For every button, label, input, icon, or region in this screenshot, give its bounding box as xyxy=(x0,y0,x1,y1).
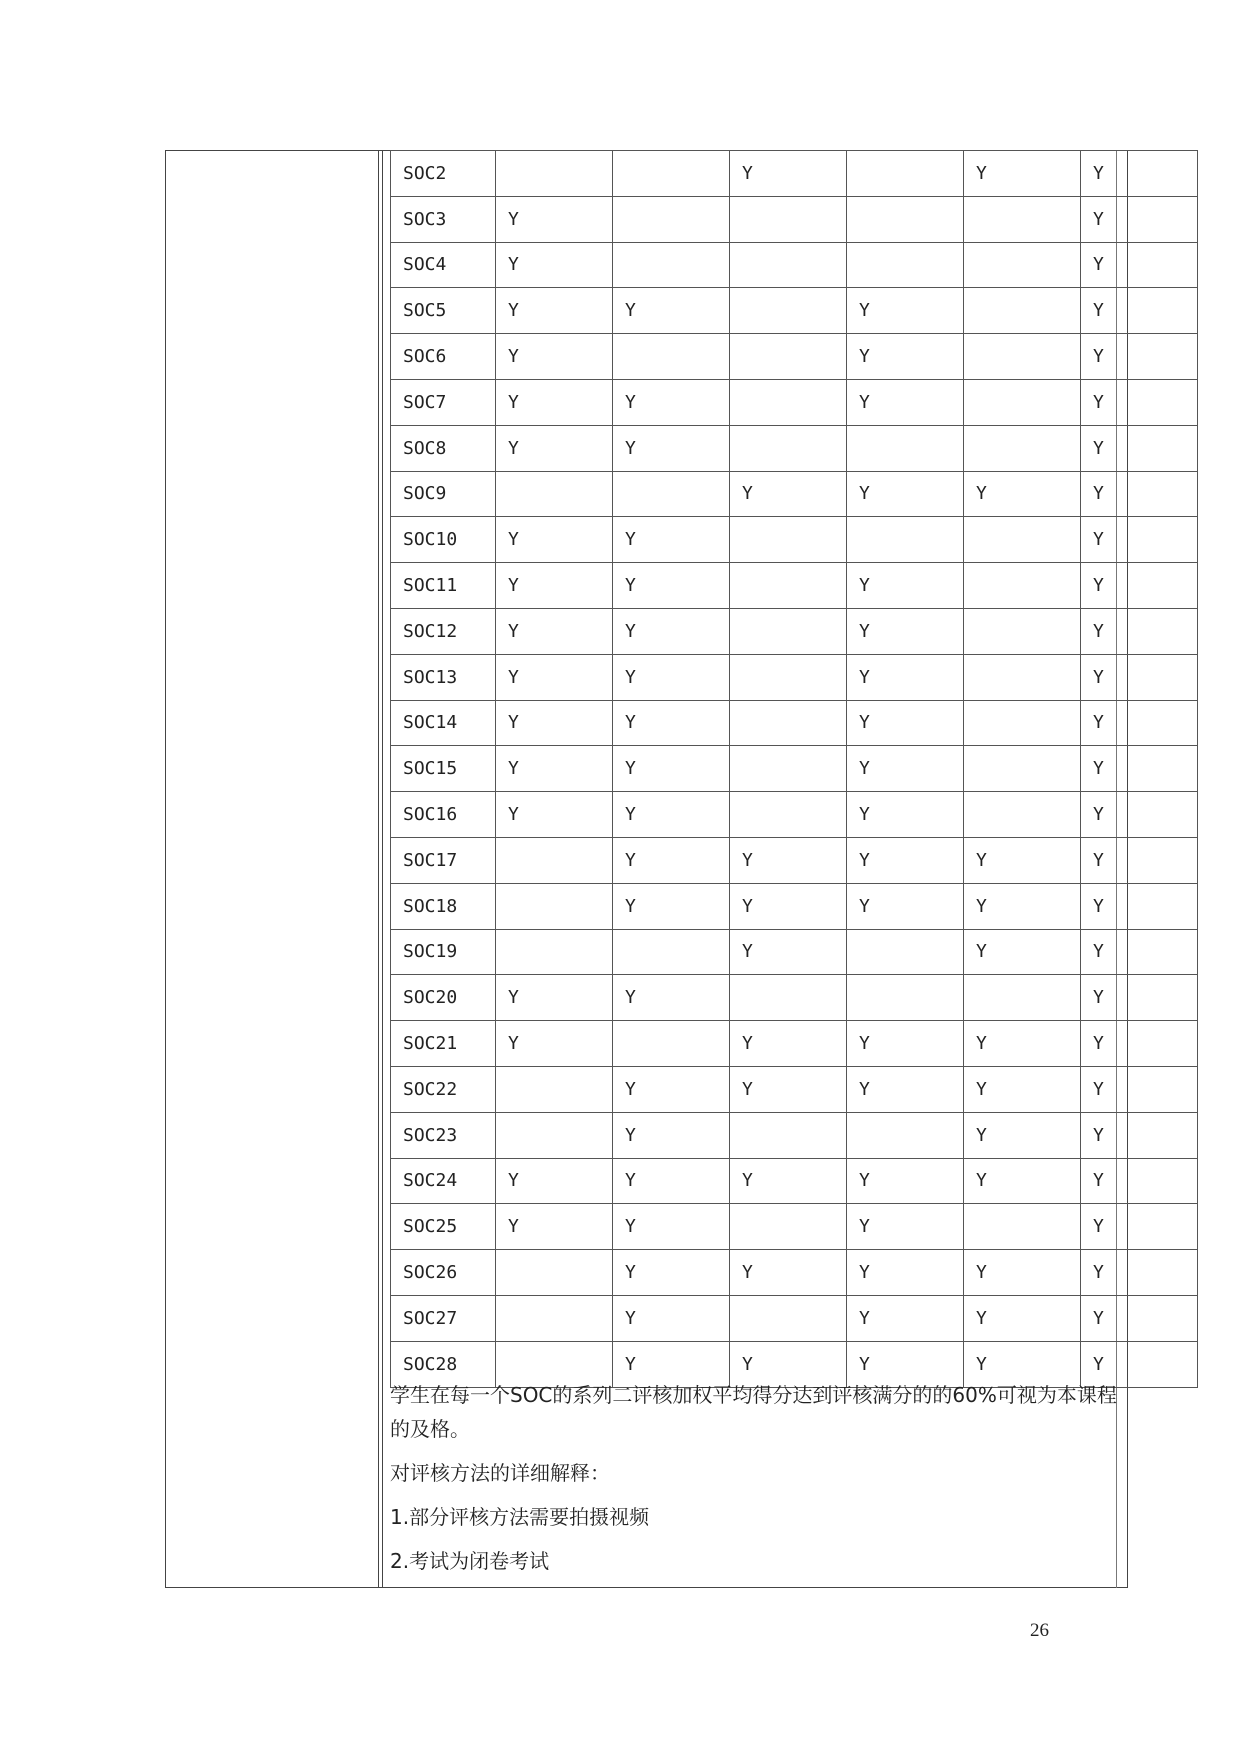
soc-code-cell: SOC2 xyxy=(391,151,496,197)
mark-cell xyxy=(964,425,1081,471)
explanation-item-2: 2.考试为闭卷考试 xyxy=(390,1549,550,1573)
mark-cell xyxy=(613,929,730,975)
mark-cell: Y xyxy=(847,700,964,746)
table-row xyxy=(391,1158,1198,1204)
mark-cell: Y xyxy=(613,563,730,609)
mark-cell: Y xyxy=(496,654,613,700)
mark-cell xyxy=(964,746,1081,792)
soc-code-cell: SOC26 xyxy=(391,1250,496,1296)
mark-cell: Y xyxy=(1081,288,1198,334)
table-row xyxy=(391,1250,1198,1296)
mark-cell xyxy=(847,975,964,1021)
mark-cell: Y xyxy=(613,883,730,929)
mark-cell xyxy=(847,929,964,975)
mark-cell: Y xyxy=(496,792,613,838)
mark-cell xyxy=(496,1295,613,1341)
mark-cell: Y xyxy=(964,471,1081,517)
mark-cell: Y xyxy=(730,883,847,929)
mark-cell: Y xyxy=(496,608,613,654)
mark-cell: Y xyxy=(1081,1341,1198,1387)
mark-cell xyxy=(964,975,1081,1021)
mark-cell xyxy=(964,242,1081,288)
soc-code-cell: SOC19 xyxy=(391,929,496,975)
mark-cell xyxy=(730,242,847,288)
mark-cell: Y xyxy=(1081,242,1198,288)
mark-cell: Y xyxy=(964,1021,1081,1067)
table-row xyxy=(391,1066,1198,1112)
soc-code-cell: SOC22 xyxy=(391,1066,496,1112)
mark-cell: Y xyxy=(613,792,730,838)
mark-cell: Y xyxy=(1081,1158,1198,1204)
mark-cell xyxy=(964,654,1081,700)
mark-cell: Y xyxy=(613,1295,730,1341)
mark-cell: Y xyxy=(847,288,964,334)
mark-cell: Y xyxy=(1081,379,1198,425)
mark-cell: Y xyxy=(613,517,730,563)
mark-cell: Y xyxy=(496,517,613,563)
mark-cell: Y xyxy=(847,1021,964,1067)
mark-cell: Y xyxy=(847,379,964,425)
soc-code-cell: SOC17 xyxy=(391,837,496,883)
mark-cell xyxy=(730,334,847,380)
mark-cell: Y xyxy=(964,1250,1081,1296)
mark-cell: Y xyxy=(847,608,964,654)
mark-cell: Y xyxy=(613,1066,730,1112)
mark-cell: Y xyxy=(496,288,613,334)
soc-code-cell: SOC10 xyxy=(391,517,496,563)
soc-code-cell: SOC28 xyxy=(391,1341,496,1387)
table-row xyxy=(391,654,1198,700)
mark-cell: Y xyxy=(847,471,964,517)
mark-cell: Y xyxy=(613,746,730,792)
mark-cell xyxy=(613,196,730,242)
mark-cell: Y xyxy=(613,654,730,700)
mark-cell xyxy=(613,151,730,197)
soc-code-cell: SOC23 xyxy=(391,1112,496,1158)
mark-cell: Y xyxy=(1081,1250,1198,1296)
table-row xyxy=(391,746,1198,792)
mark-cell: Y xyxy=(964,151,1081,197)
mark-cell xyxy=(964,563,1081,609)
table-row xyxy=(391,379,1198,425)
mark-cell: Y xyxy=(730,1066,847,1112)
mark-cell: Y xyxy=(613,975,730,1021)
mark-cell: Y xyxy=(847,792,964,838)
soc-code-cell: SOC16 xyxy=(391,792,496,838)
soc-code-cell: SOC20 xyxy=(391,975,496,1021)
soc-code-cell: SOC12 xyxy=(391,608,496,654)
explanation-heading: 对评核方法的详细解释： xyxy=(390,1461,610,1485)
mark-cell: Y xyxy=(613,700,730,746)
mark-cell: Y xyxy=(964,1112,1081,1158)
soc-code-cell: SOC11 xyxy=(391,563,496,609)
soc-code-cell: SOC13 xyxy=(391,654,496,700)
mark-cell: Y xyxy=(1081,883,1198,929)
mark-cell xyxy=(613,242,730,288)
mark-cell: Y xyxy=(1081,151,1198,197)
mark-cell: Y xyxy=(730,151,847,197)
mark-cell: Y xyxy=(1081,1295,1198,1341)
mark-cell: Y xyxy=(1081,608,1198,654)
table-row xyxy=(391,425,1198,471)
mark-cell: Y xyxy=(964,1341,1081,1387)
mark-cell: Y xyxy=(964,929,1081,975)
mark-cell: Y xyxy=(496,975,613,1021)
mark-cell xyxy=(613,334,730,380)
explanation-item-1: 1.部分评核方法需要拍摄视频 xyxy=(390,1505,650,1529)
mark-cell: Y xyxy=(964,1066,1081,1112)
mark-cell xyxy=(964,700,1081,746)
mark-cell xyxy=(730,746,847,792)
mark-cell xyxy=(964,379,1081,425)
soc-code-cell: SOC25 xyxy=(391,1204,496,1250)
mark-cell: Y xyxy=(1081,334,1198,380)
mark-cell: Y xyxy=(964,883,1081,929)
mark-cell: Y xyxy=(613,379,730,425)
mark-cell: Y xyxy=(730,1250,847,1296)
mark-cell: Y xyxy=(496,1021,613,1067)
mark-cell xyxy=(730,563,847,609)
mark-cell: Y xyxy=(1081,196,1198,242)
mark-cell xyxy=(964,608,1081,654)
mark-cell: Y xyxy=(613,1250,730,1296)
soc-code-cell: SOC27 xyxy=(391,1295,496,1341)
table-row xyxy=(391,1021,1198,1067)
soc-code-cell: SOC18 xyxy=(391,883,496,929)
mark-cell xyxy=(730,1295,847,1341)
mark-cell: Y xyxy=(1081,1204,1198,1250)
mark-cell: Y xyxy=(847,883,964,929)
mark-cell: Y xyxy=(847,1158,964,1204)
mark-cell xyxy=(496,471,613,517)
mark-cell xyxy=(730,654,847,700)
table-row xyxy=(391,1204,1198,1250)
mark-cell xyxy=(496,1066,613,1112)
table-row xyxy=(391,975,1198,1021)
table-row xyxy=(391,929,1198,975)
mark-cell: Y xyxy=(496,196,613,242)
mark-cell xyxy=(847,1112,964,1158)
mark-cell: Y xyxy=(1081,425,1198,471)
mark-cell: Y xyxy=(847,563,964,609)
mark-cell: Y xyxy=(613,425,730,471)
mark-cell: Y xyxy=(964,1295,1081,1341)
soc-code-cell: SOC14 xyxy=(391,700,496,746)
table-row xyxy=(391,334,1198,380)
mark-cell xyxy=(847,242,964,288)
mark-cell: Y xyxy=(496,1204,613,1250)
mark-cell xyxy=(496,929,613,975)
table-row xyxy=(391,517,1198,563)
mark-cell xyxy=(496,1112,613,1158)
mark-cell: Y xyxy=(847,1250,964,1296)
mark-cell: Y xyxy=(1081,471,1198,517)
pass-criteria-text: 学生在每一个SOC的系列二评核加权平均得分达到评核满分的的60%可视为本课程的及格。 xyxy=(390,1383,1117,1441)
table-row xyxy=(391,151,1198,197)
mark-cell: Y xyxy=(1081,975,1198,1021)
mark-cell: Y xyxy=(496,379,613,425)
soc-table-body xyxy=(391,151,1198,1388)
mark-cell xyxy=(730,288,847,334)
table-row xyxy=(391,1112,1198,1158)
mark-cell xyxy=(847,517,964,563)
page-number: 26 xyxy=(1030,1620,1049,1641)
mark-cell: Y xyxy=(964,1158,1081,1204)
mark-cell xyxy=(496,883,613,929)
table-row xyxy=(391,288,1198,334)
soc-code-cell: SOC15 xyxy=(391,746,496,792)
mark-cell xyxy=(496,837,613,883)
mark-cell: Y xyxy=(847,1066,964,1112)
mark-cell xyxy=(730,196,847,242)
mark-cell: Y xyxy=(1081,700,1198,746)
table-row xyxy=(391,700,1198,746)
mark-cell xyxy=(964,1204,1081,1250)
soc-code-cell: SOC3 xyxy=(391,196,496,242)
mark-cell: Y xyxy=(496,700,613,746)
mark-cell xyxy=(730,792,847,838)
mark-cell: Y xyxy=(847,1204,964,1250)
mark-cell: Y xyxy=(496,425,613,471)
mark-cell: Y xyxy=(847,1295,964,1341)
mark-cell: Y xyxy=(1081,1066,1198,1112)
mark-cell xyxy=(730,975,847,1021)
mark-cell xyxy=(730,1204,847,1250)
table-row xyxy=(391,792,1198,838)
soc-code-cell: SOC24 xyxy=(391,1158,496,1204)
table-row xyxy=(391,563,1198,609)
mark-cell: Y xyxy=(613,1341,730,1387)
mark-cell: Y xyxy=(847,1341,964,1387)
mark-cell: Y xyxy=(613,288,730,334)
mark-cell: Y xyxy=(730,929,847,975)
mark-cell xyxy=(847,151,964,197)
mark-cell xyxy=(964,196,1081,242)
mark-cell: Y xyxy=(613,1158,730,1204)
mark-cell xyxy=(964,334,1081,380)
soc-code-cell: SOC6 xyxy=(391,334,496,380)
mark-cell xyxy=(847,425,964,471)
table-row xyxy=(391,608,1198,654)
soc-code-cell: SOC8 xyxy=(391,425,496,471)
mark-cell: Y xyxy=(730,1341,847,1387)
table-row xyxy=(391,196,1198,242)
mark-cell xyxy=(964,517,1081,563)
soc-assessment-table xyxy=(390,150,1198,1388)
mark-cell xyxy=(730,1112,847,1158)
table-row xyxy=(391,1295,1198,1341)
mark-cell: Y xyxy=(496,746,613,792)
mark-cell: Y xyxy=(1081,654,1198,700)
mark-cell xyxy=(730,517,847,563)
mark-cell: Y xyxy=(847,837,964,883)
mark-cell: Y xyxy=(613,608,730,654)
mark-cell xyxy=(613,471,730,517)
mark-cell: Y xyxy=(1081,929,1198,975)
mark-cell: Y xyxy=(847,654,964,700)
mark-cell: Y xyxy=(847,334,964,380)
mark-cell: Y xyxy=(613,837,730,883)
soc-code-cell: SOC9 xyxy=(391,471,496,517)
column-divider xyxy=(378,150,383,1588)
mark-cell xyxy=(496,151,613,197)
mark-cell xyxy=(496,1250,613,1296)
mark-cell: Y xyxy=(730,471,847,517)
table-row xyxy=(391,883,1198,929)
mark-cell: Y xyxy=(964,837,1081,883)
soc-code-cell: SOC5 xyxy=(391,288,496,334)
mark-cell: Y xyxy=(730,1158,847,1204)
mark-cell: Y xyxy=(1081,1021,1198,1067)
table-row xyxy=(391,837,1198,883)
soc-code-cell: SOC7 xyxy=(391,379,496,425)
mark-cell: Y xyxy=(1081,563,1198,609)
mark-cell xyxy=(730,425,847,471)
table-row xyxy=(391,471,1198,517)
mark-cell: Y xyxy=(730,837,847,883)
mark-cell: Y xyxy=(1081,792,1198,838)
mark-cell: Y xyxy=(1081,517,1198,563)
assessment-notes xyxy=(390,1378,1120,1578)
mark-cell: Y xyxy=(496,1158,613,1204)
mark-cell: Y xyxy=(496,242,613,288)
mark-cell xyxy=(847,196,964,242)
mark-cell: Y xyxy=(1081,837,1198,883)
soc-code-cell: SOC4 xyxy=(391,242,496,288)
mark-cell: Y xyxy=(1081,746,1198,792)
mark-cell xyxy=(730,700,847,746)
table-row xyxy=(391,242,1198,288)
mark-cell xyxy=(730,608,847,654)
mark-cell: Y xyxy=(730,1021,847,1067)
mark-cell xyxy=(964,792,1081,838)
mark-cell xyxy=(730,379,847,425)
mark-cell: Y xyxy=(496,334,613,380)
mark-cell xyxy=(964,288,1081,334)
mark-cell: Y xyxy=(496,563,613,609)
mark-cell: Y xyxy=(613,1204,730,1250)
mark-cell: Y xyxy=(1081,1112,1198,1158)
mark-cell xyxy=(613,1021,730,1067)
soc-code-cell: SOC21 xyxy=(391,1021,496,1067)
mark-cell: Y xyxy=(613,1112,730,1158)
mark-cell: Y xyxy=(847,746,964,792)
